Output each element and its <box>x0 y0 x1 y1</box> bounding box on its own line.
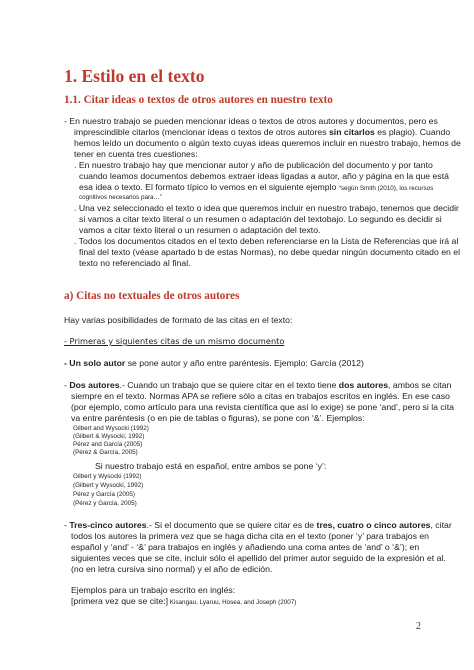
paragraph-line: siguientes veces que se cite, incluir sólo el apellido del primer autor seguido de la expresión et al. <box>71 553 446 563</box>
heading-1-1: 1.1. Citar ideas o textos de otros autores en nuestro texto <box>64 94 333 106</box>
example-line: Gilbert and Wysocki (1992) <box>73 425 149 432</box>
bold-text: Tres-cinco autores <box>69 520 147 530</box>
example-text: Kisangau, Lyaruu, Hosea, and Joseph (2007) <box>168 599 297 606</box>
example-line: (Gilbert & Wysocki, 1992) <box>73 433 145 440</box>
example-quote: cognitivos necesarios para…” <box>79 194 162 201</box>
paragraph-line <box>64 380 451 391</box>
text: - <box>64 520 70 530</box>
text: - <box>64 380 70 390</box>
english-intro: Ejemplos para un trabajo escrito en inglés: <box>71 585 236 595</box>
subheading: - Primeras y siguientes citas de un mismo documento <box>64 336 285 346</box>
text: .- Cuando un trabajo que se quiere citar en el texto tiene <box>119 380 339 390</box>
bold-text: dos autores <box>338 380 389 390</box>
bold-text: - Un solo autor <box>64 358 126 368</box>
paragraph-line: todos los autores la primera vez que se haga dicha cita en el texto (poner ‘y’ para trabajos en <box>71 531 430 541</box>
bullet-line: si vamos a citar texto literal o un resumen o adaptación del textobajo. Lo segundo es decidir si <box>79 214 442 224</box>
paragraph-line: (no en letra cursiva sino normal) y el año de edición. <box>71 564 273 574</box>
text: se pone autor y año entre paréntesis. Ejemplo: García (2012) <box>125 358 364 368</box>
spanish-note: Si nuestro trabajo está en español, entre ambos se pone ‘y’: <box>95 461 327 471</box>
english-example <box>71 596 296 607</box>
text: , citar <box>430 520 452 530</box>
paragraph-line: (por ejemplo, como artículo para una revista científica que así lo exige) se pone ‘and’, pero si la cita <box>71 402 454 412</box>
text: .- Si el documento que se quiere citar es de <box>146 520 317 530</box>
intro-line: hemos leído un documento o algún texto cuyas ideas queremos incluir en nuestro trabajo, hemos de <box>74 138 461 148</box>
paragraph-line: siempre en el texto. Normas APA se refiere sólo a citas en trabajos escritos en inglés. En ese caso <box>71 391 450 401</box>
formats-intro: Hay varias posibilidades de formato de las citas en el texto: <box>64 315 293 325</box>
text: [primera vez que se cite:] <box>71 596 169 606</box>
text: , ambos se citan <box>388 380 452 390</box>
bullet-line <box>79 182 433 193</box>
bullet-line: texto no referenciado al final. <box>79 258 191 268</box>
intro-line: - En nuestro trabajo se pueden mencionar ideas o textos de otros autores y documentos, pero es <box>64 116 438 126</box>
bullet-line: cuando leamos documentos debemos extraer ideas ligadas a autor, año y página en la que está <box>79 171 449 181</box>
example-line: Pérez y García (2005) <box>73 491 135 498</box>
text: esa idea o texto. El formato típico lo vemos en el siguiente ejemplo <box>79 182 339 192</box>
paragraph-line <box>64 520 452 531</box>
example-line: Gilbert y Wysocki (1992) <box>73 473 142 480</box>
heading-1: 1. Estilo en el texto <box>64 66 205 86</box>
bold-text: tres, cuatro o cinco autores <box>316 520 431 530</box>
single-author-line <box>64 358 364 369</box>
example-line: (Gilbert y Wysocki, 1992) <box>73 482 144 489</box>
bullet-line: . Una vez seleccionado el texto o idea que queremos incluir en nuestro trabajo, tenemos que decidir <box>74 203 459 213</box>
bullet-line: . Todos los documentos citados en el texto deben referenciarse en la Lista de Referencias que irá al <box>74 236 459 246</box>
intro-line <box>74 127 450 138</box>
heading-a: a) Citas no textuales de otros autores <box>64 290 240 302</box>
text: es plagio). Cuando <box>374 127 451 137</box>
example-line: (Pérez & García, 2005) <box>73 449 138 456</box>
bold-text: Dos autores <box>69 380 120 390</box>
example-line: (Pérez y García, 2005) <box>73 500 137 507</box>
example-quote: “según Smith (2010), los recursos <box>338 185 434 192</box>
example-line: Pérez and García (2005) <box>73 441 143 448</box>
bold-text: sin citarlos <box>328 127 375 137</box>
paragraph-line: español y ‘and’ - ‘&’ para trabajos en inglés y añadiendo una coma antes de ‘and’ o ‘&’); en <box>71 542 420 552</box>
bullet-line: vamos a citar texto literal o un resumen o adaptación del texto. <box>79 225 321 235</box>
text: imprescindible citarlos (mencionar ideas o textos de otros autores <box>74 127 329 137</box>
page-number: 2 <box>416 621 421 632</box>
paragraph-line: va entre paréntesis (o en pie de tablas o figuras), se pone con ‘&’. Ejemplos: <box>71 413 365 423</box>
bullet-line: . En nuestro trabajo hay que mencionar autor y año de publicación del documento y por tanto <box>74 160 433 170</box>
bullet-line: final del texto (véase apartado b de estas Normas), no debe quedar ningún documento citado en el <box>79 247 461 257</box>
intro-line: tener en cuenta tres cuestiones: <box>74 149 198 159</box>
